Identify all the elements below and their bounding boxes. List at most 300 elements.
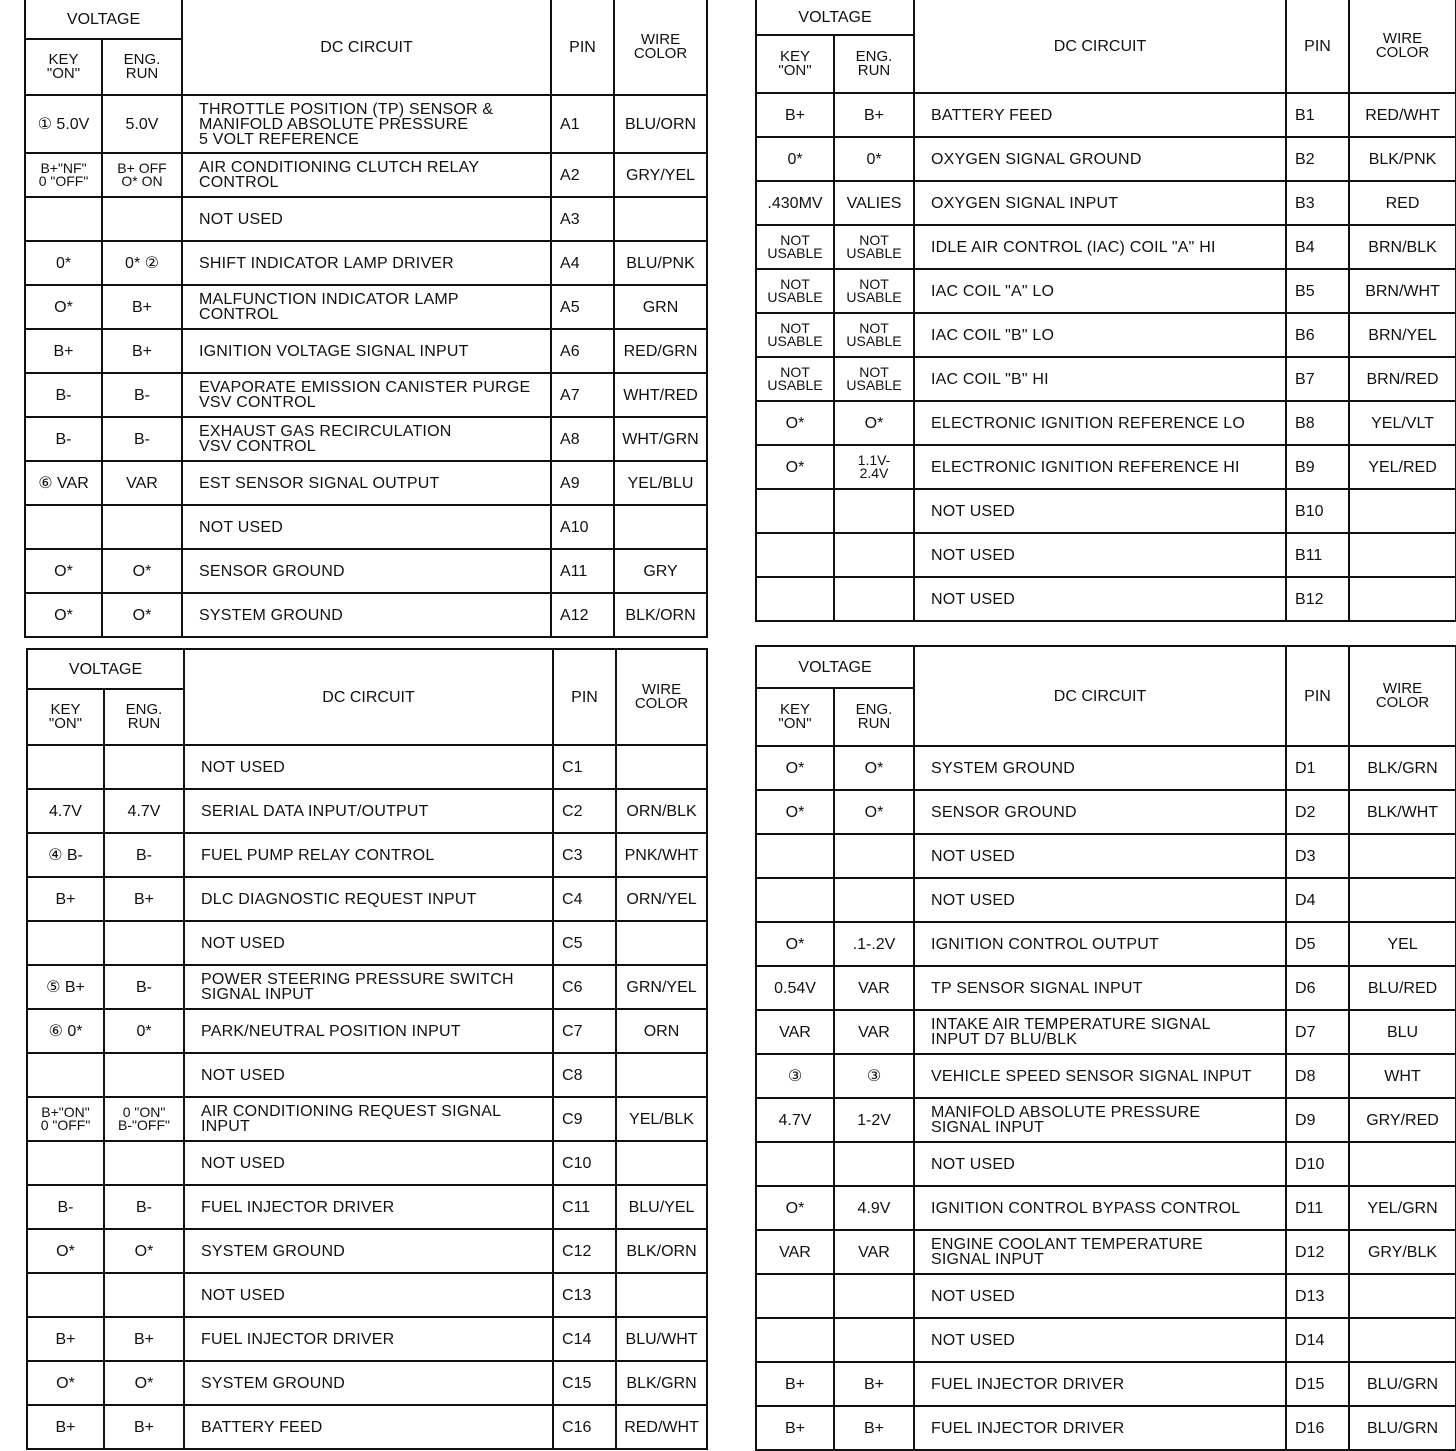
dc-circuit: IGNITION CONTROL BYPASS CONTROL xyxy=(914,1186,1286,1230)
key-on-voltage: NOT USABLE xyxy=(756,313,834,357)
dc-circuit: PARK/NEUTRAL POSITION INPUT xyxy=(184,1009,553,1053)
table-row xyxy=(25,329,707,373)
key-on-voltage: O* xyxy=(756,445,834,489)
table-row xyxy=(27,1185,707,1229)
table-row xyxy=(27,1229,707,1273)
pin-id: D6 xyxy=(1286,966,1349,1010)
key-on-voltage: O* xyxy=(27,1229,104,1273)
eng-run-voltage: 1.1V- 2.4V xyxy=(834,445,914,489)
key-on-voltage xyxy=(27,1273,104,1317)
table-row xyxy=(756,922,1456,966)
dc-circuit: NOT USED xyxy=(914,1318,1286,1362)
dc-circuit: SERIAL DATA INPUT/OUTPUT xyxy=(184,789,553,833)
voltage-header: VOLTAGE xyxy=(756,646,914,688)
key-on-voltage: VAR xyxy=(756,1010,834,1054)
key-on-header: KEY "ON" xyxy=(27,689,104,745)
dc-circuit: FUEL INJECTOR DRIVER xyxy=(184,1185,553,1229)
pin-id: D5 xyxy=(1286,922,1349,966)
table-row xyxy=(756,1010,1456,1054)
dc-circuit: MANIFOLD ABSOLUTE PRESSURE SIGNAL INPUT xyxy=(914,1098,1286,1142)
pinout-table-d xyxy=(755,645,1456,1451)
eng-run-voltage: O* xyxy=(834,401,914,445)
pin-id: A12 xyxy=(551,593,614,637)
wire-color xyxy=(1349,878,1456,922)
eng-run-voltage: B- xyxy=(104,833,184,877)
eng-run-voltage: B- xyxy=(102,373,182,417)
key-on-voltage: O* xyxy=(756,746,834,790)
eng-run-voltage: O* xyxy=(104,1361,184,1405)
table-row xyxy=(756,966,1456,1010)
key-on-voltage: ⑤ B+ xyxy=(27,965,104,1009)
pin-header: PIN xyxy=(551,0,614,95)
pin-id: D9 xyxy=(1286,1098,1349,1142)
dc-circuit: NOT USED xyxy=(914,1142,1286,1186)
wire-color xyxy=(1349,533,1456,577)
table-row xyxy=(756,269,1456,313)
dc-circuit: NOT USED xyxy=(184,1141,553,1185)
key-on-header: KEY "ON" xyxy=(756,688,834,746)
table-row xyxy=(756,878,1456,922)
dc-circuit: NOT USED xyxy=(914,834,1286,878)
dc-circuit: NOT USED xyxy=(914,533,1286,577)
eng-run-header: ENG. RUN xyxy=(102,39,182,95)
key-on-voltage: 4.7V xyxy=(756,1098,834,1142)
eng-run-voltage xyxy=(834,1142,914,1186)
dc-circuit: IAC COIL "B" HI xyxy=(914,357,1286,401)
key-on-voltage: O* xyxy=(756,790,834,834)
pin-id: C10 xyxy=(553,1141,616,1185)
key-on-voltage: NOT USABLE xyxy=(756,225,834,269)
pin-header: PIN xyxy=(1286,0,1349,93)
dc-circuit: NOT USED xyxy=(914,1274,1286,1318)
wire-color: BLU/ORN xyxy=(614,95,707,153)
wire-color xyxy=(1349,489,1456,533)
wire-color: BLK/WHT xyxy=(1349,790,1456,834)
pin-id: D10 xyxy=(1286,1142,1349,1186)
eng-run-voltage: B+ xyxy=(102,285,182,329)
pin-id: C2 xyxy=(553,789,616,833)
table-row xyxy=(25,417,707,461)
key-on-voltage xyxy=(756,1274,834,1318)
eng-run-voltage: B+ xyxy=(104,1405,184,1449)
dc-circuit-header: DC CIRCUIT xyxy=(182,0,551,95)
pin-id: A2 xyxy=(551,153,614,197)
dc-circuit: EXHAUST GAS RECIRCULATION VSV CONTROL xyxy=(182,417,551,461)
wire-color xyxy=(1349,1318,1456,1362)
dc-circuit: FUEL INJECTOR DRIVER xyxy=(914,1406,1286,1450)
dc-circuit: NOT USED xyxy=(914,489,1286,533)
key-on-voltage: O* xyxy=(756,1186,834,1230)
wire-color xyxy=(616,1273,707,1317)
dc-circuit: BATTERY FEED xyxy=(914,93,1286,137)
key-on-voltage xyxy=(756,577,834,621)
eng-run-voltage: B+ xyxy=(834,1362,914,1406)
table-row xyxy=(756,1274,1456,1318)
table-row xyxy=(27,833,707,877)
key-on-voltage: B+ xyxy=(27,877,104,921)
eng-run-voltage xyxy=(834,834,914,878)
table-row xyxy=(756,445,1456,489)
key-on-voltage: 0* xyxy=(25,241,102,285)
pin-id: D1 xyxy=(1286,746,1349,790)
table-row xyxy=(25,153,707,197)
pin-id: A9 xyxy=(551,461,614,505)
key-on-voltage: 0* xyxy=(756,137,834,181)
wire-color: WHT/RED xyxy=(614,373,707,417)
pin-id: B10 xyxy=(1286,489,1349,533)
dc-circuit: SENSOR GROUND xyxy=(182,549,551,593)
wire-color: BLK/ORN xyxy=(616,1229,707,1273)
pin-id: A3 xyxy=(551,197,614,241)
eng-run-voltage: B+ xyxy=(102,329,182,373)
key-on-voltage: ④ B- xyxy=(27,833,104,877)
pin-id: C11 xyxy=(553,1185,616,1229)
wire-color-header: WIRE COLOR xyxy=(614,0,707,95)
dc-circuit: FUEL INJECTOR DRIVER xyxy=(184,1317,553,1361)
key-on-voltage: B+ xyxy=(756,93,834,137)
wire-color: WHT xyxy=(1349,1054,1456,1098)
dc-circuit: NOT USED xyxy=(914,577,1286,621)
pin-id: B4 xyxy=(1286,225,1349,269)
table-row xyxy=(25,95,707,153)
wire-color: YEL/BLK xyxy=(616,1097,707,1141)
wire-color: RED/WHT xyxy=(616,1405,707,1449)
pin-id: B3 xyxy=(1286,181,1349,225)
wire-color: ORN/BLK xyxy=(616,789,707,833)
table-row xyxy=(756,1054,1456,1098)
eng-run-voltage: .1-.2V xyxy=(834,922,914,966)
table-row xyxy=(756,1318,1456,1362)
table-row xyxy=(27,921,707,965)
wire-color: BLU/WHT xyxy=(616,1317,707,1361)
pinout-table-c xyxy=(26,648,708,1450)
pin-id: B12 xyxy=(1286,577,1349,621)
wire-color: BLK/PNK xyxy=(1349,137,1456,181)
pin-id: D11 xyxy=(1286,1186,1349,1230)
eng-run-header: ENG. RUN xyxy=(104,689,184,745)
table-row xyxy=(27,1053,707,1097)
eng-run-voltage: 4.9V xyxy=(834,1186,914,1230)
key-on-voltage: B+ xyxy=(27,1317,104,1361)
wire-color: BLK/GRN xyxy=(1349,746,1456,790)
key-on-voltage: O* xyxy=(756,401,834,445)
table-row xyxy=(756,313,1456,357)
eng-run-voltage: B+ xyxy=(104,877,184,921)
pin-id: C9 xyxy=(553,1097,616,1141)
dc-circuit: SYSTEM GROUND xyxy=(184,1229,553,1273)
eng-run-voltage: O* xyxy=(102,593,182,637)
pinout-table-a xyxy=(24,0,708,638)
dc-circuit: OXYGEN SIGNAL INPUT xyxy=(914,181,1286,225)
pin-id: D15 xyxy=(1286,1362,1349,1406)
eng-run-voltage: VAR xyxy=(102,461,182,505)
dc-circuit: SYSTEM GROUND xyxy=(182,593,551,637)
dc-circuit: NOT USED xyxy=(914,878,1286,922)
table-row xyxy=(756,746,1456,790)
eng-run-voltage xyxy=(834,577,914,621)
dc-circuit: FUEL PUMP RELAY CONTROL xyxy=(184,833,553,877)
wire-color: ORN xyxy=(616,1009,707,1053)
wire-color: BRN/BLK xyxy=(1349,225,1456,269)
key-on-voltage xyxy=(25,197,102,241)
eng-run-voltage: VAR xyxy=(834,1010,914,1054)
table-row xyxy=(756,93,1456,137)
eng-run-voltage xyxy=(834,1274,914,1318)
pin-id: B9 xyxy=(1286,445,1349,489)
eng-run-voltage: NOT USABLE xyxy=(834,313,914,357)
eng-run-voltage xyxy=(104,921,184,965)
table-row xyxy=(756,834,1456,878)
wire-color: BLU/PNK xyxy=(614,241,707,285)
eng-run-voltage: B- xyxy=(104,965,184,1009)
key-on-voltage xyxy=(756,533,834,577)
table-row xyxy=(27,877,707,921)
eng-run-voltage: NOT USABLE xyxy=(834,225,914,269)
table-row xyxy=(756,790,1456,834)
key-on-voltage xyxy=(756,878,834,922)
eng-run-voltage xyxy=(834,533,914,577)
wire-color: GRY xyxy=(614,549,707,593)
eng-run-voltage: B+ xyxy=(834,1406,914,1450)
eng-run-voltage xyxy=(102,197,182,241)
pin-id: B11 xyxy=(1286,533,1349,577)
table-row xyxy=(756,1362,1456,1406)
eng-run-voltage xyxy=(834,489,914,533)
table-row xyxy=(25,593,707,637)
eng-run-voltage: 0* xyxy=(834,137,914,181)
eng-run-voltage: VAR xyxy=(834,966,914,1010)
wire-color xyxy=(614,197,707,241)
table-row xyxy=(27,1097,707,1141)
wire-color: BRN/WHT xyxy=(1349,269,1456,313)
key-on-voltage xyxy=(27,1053,104,1097)
table-row xyxy=(756,1186,1456,1230)
voltage-header: VOLTAGE xyxy=(25,0,182,39)
eng-run-voltage: VAR xyxy=(834,1230,914,1274)
header-row xyxy=(756,0,1456,35)
pin-id: D2 xyxy=(1286,790,1349,834)
table-row xyxy=(25,285,707,329)
pin-id: A7 xyxy=(551,373,614,417)
pin-id: A11 xyxy=(551,549,614,593)
wire-color: BLU xyxy=(1349,1010,1456,1054)
wire-color: BLK/GRN xyxy=(616,1361,707,1405)
key-on-voltage: ③ xyxy=(756,1054,834,1098)
wire-color: YEL xyxy=(1349,922,1456,966)
eng-run-voltage: VALIES xyxy=(834,181,914,225)
key-on-voltage: B+"NF" 0 "OFF" xyxy=(25,153,102,197)
key-on-voltage: ① 5.0V xyxy=(25,95,102,153)
wire-color: BLK/ORN xyxy=(614,593,707,637)
wire-color xyxy=(1349,1274,1456,1318)
pin-id: C6 xyxy=(553,965,616,1009)
wire-color xyxy=(1349,834,1456,878)
key-on-voltage xyxy=(25,505,102,549)
eng-run-voltage xyxy=(834,1318,914,1362)
table-row xyxy=(756,533,1456,577)
dc-circuit: MALFUNCTION INDICATOR LAMP CONTROL xyxy=(182,285,551,329)
header-row xyxy=(25,0,707,39)
key-on-voltage: NOT USABLE xyxy=(756,269,834,313)
table-row xyxy=(27,745,707,789)
table-row xyxy=(756,489,1456,533)
pin-id: C5 xyxy=(553,921,616,965)
table-row xyxy=(756,181,1456,225)
key-on-voltage: 4.7V xyxy=(27,789,104,833)
dc-circuit: NOT USED xyxy=(182,505,551,549)
pin-id: B8 xyxy=(1286,401,1349,445)
pin-id: D16 xyxy=(1286,1406,1349,1450)
wire-color-header: WIRE COLOR xyxy=(1349,646,1456,746)
dc-circuit: ELECTRONIC IGNITION REFERENCE HI xyxy=(914,445,1286,489)
wire-color: GRY/BLK xyxy=(1349,1230,1456,1274)
pin-id: A10 xyxy=(551,505,614,549)
eng-run-voltage: B+ OFF O* ON xyxy=(102,153,182,197)
table-row xyxy=(27,1317,707,1361)
eng-run-voltage: ③ xyxy=(834,1054,914,1098)
table-row xyxy=(27,1273,707,1317)
key-on-voltage: B- xyxy=(25,373,102,417)
pin-id: D8 xyxy=(1286,1054,1349,1098)
key-on-voltage xyxy=(756,489,834,533)
table-row xyxy=(27,965,707,1009)
pin-id: D12 xyxy=(1286,1230,1349,1274)
wire-color: BRN/YEL xyxy=(1349,313,1456,357)
key-on-voltage xyxy=(756,1142,834,1186)
dc-circuit: IAC COIL "A" LO xyxy=(914,269,1286,313)
eng-run-voltage xyxy=(104,1053,184,1097)
dc-circuit: ENGINE COOLANT TEMPERATURE SIGNAL INPUT xyxy=(914,1230,1286,1274)
key-on-header: KEY "ON" xyxy=(25,39,102,95)
key-on-voltage: B+ xyxy=(756,1406,834,1450)
pin-id: D4 xyxy=(1286,878,1349,922)
wire-color xyxy=(1349,577,1456,621)
wire-color: BLU/GRN xyxy=(1349,1406,1456,1450)
eng-run-voltage: O* xyxy=(104,1229,184,1273)
dc-circuit: SENSOR GROUND xyxy=(914,790,1286,834)
pin-id: B5 xyxy=(1286,269,1349,313)
wire-color-header: WIRE COLOR xyxy=(1349,0,1456,93)
dc-circuit: NOT USED xyxy=(184,921,553,965)
table-row xyxy=(25,505,707,549)
key-on-voltage xyxy=(27,921,104,965)
eng-run-header: ENG. RUN xyxy=(834,688,914,746)
dc-circuit: IGNITION CONTROL OUTPUT xyxy=(914,922,1286,966)
eng-run-voltage: 0* ② xyxy=(102,241,182,285)
pin-id: C8 xyxy=(553,1053,616,1097)
dc-circuit: AIR CONDITIONING REQUEST SIGNAL INPUT xyxy=(184,1097,553,1141)
dc-circuit: VEHICLE SPEED SENSOR SIGNAL INPUT xyxy=(914,1054,1286,1098)
dc-circuit: TP SENSOR SIGNAL INPUT xyxy=(914,966,1286,1010)
eng-run-voltage: O* xyxy=(834,746,914,790)
pin-id: A6 xyxy=(551,329,614,373)
table-row xyxy=(27,1405,707,1449)
pin-header: PIN xyxy=(553,649,616,745)
table-row xyxy=(25,241,707,285)
pin-id: C4 xyxy=(553,877,616,921)
dc-circuit-header: DC CIRCUIT xyxy=(914,646,1286,746)
dc-circuit: NOT USED xyxy=(182,197,551,241)
pin-id: C1 xyxy=(553,745,616,789)
wire-color: BLU/YEL xyxy=(616,1185,707,1229)
dc-circuit: IGNITION VOLTAGE SIGNAL INPUT xyxy=(182,329,551,373)
wire-color xyxy=(616,1053,707,1097)
table-row xyxy=(25,197,707,241)
pin-id: B6 xyxy=(1286,313,1349,357)
wire-color: GRN xyxy=(614,285,707,329)
key-on-header: KEY "ON" xyxy=(756,35,834,93)
pin-id: A4 xyxy=(551,241,614,285)
eng-run-voltage: NOT USABLE xyxy=(834,269,914,313)
pin-id: A1 xyxy=(551,95,614,153)
table-row xyxy=(25,373,707,417)
wire-color: YEL/GRN xyxy=(1349,1186,1456,1230)
pin-id: D7 xyxy=(1286,1010,1349,1054)
dc-circuit: THROTTLE POSITION (TP) SENSOR & MANIFOLD ABSOLUTE PRESSURE 5 VOLT REFERENCE xyxy=(182,95,551,153)
key-on-voltage: ⑥ VAR xyxy=(25,461,102,505)
dc-circuit: NOT USED xyxy=(184,745,553,789)
wire-color: BLU/GRN xyxy=(1349,1362,1456,1406)
key-on-voltage: B+ xyxy=(27,1405,104,1449)
eng-run-voltage: B+ xyxy=(104,1317,184,1361)
dc-circuit: DLC DIAGNOSTIC REQUEST INPUT xyxy=(184,877,553,921)
table-row xyxy=(756,1406,1456,1450)
key-on-voltage: B+ xyxy=(756,1362,834,1406)
key-on-voltage: O* xyxy=(756,922,834,966)
wire-color: GRY/YEL xyxy=(614,153,707,197)
wire-color: YEL/VLT xyxy=(1349,401,1456,445)
eng-run-voltage xyxy=(102,505,182,549)
pin-id: C3 xyxy=(553,833,616,877)
wire-color xyxy=(616,921,707,965)
wire-color xyxy=(1349,1142,1456,1186)
wire-color: PNK/WHT xyxy=(616,833,707,877)
table-row xyxy=(756,1142,1456,1186)
table-row xyxy=(27,789,707,833)
eng-run-voltage: 0 "ON" B-"OFF" xyxy=(104,1097,184,1141)
wire-color: GRN/YEL xyxy=(616,965,707,1009)
key-on-voltage xyxy=(756,834,834,878)
table-row xyxy=(756,1230,1456,1274)
key-on-voltage: B+"ON" 0 "OFF" xyxy=(27,1097,104,1141)
header-row xyxy=(27,649,707,689)
table-row xyxy=(25,549,707,593)
pin-id: B1 xyxy=(1286,93,1349,137)
eng-run-voltage: 1-2V xyxy=(834,1098,914,1142)
pin-id: D3 xyxy=(1286,834,1349,878)
table-row xyxy=(756,1098,1456,1142)
dc-circuit: POWER STEERING PRESSURE SWITCH SIGNAL INPUT xyxy=(184,965,553,1009)
pin-id: D14 xyxy=(1286,1318,1349,1362)
eng-run-voltage: 0* xyxy=(104,1009,184,1053)
key-on-voltage xyxy=(756,1318,834,1362)
dc-circuit: EVAPORATE EMISSION CANISTER PURGE VSV CONTROL xyxy=(182,373,551,417)
dc-circuit-header: DC CIRCUIT xyxy=(184,649,553,745)
wire-color: YEL/BLU xyxy=(614,461,707,505)
dc-circuit: SYSTEM GROUND xyxy=(184,1361,553,1405)
pin-header: PIN xyxy=(1286,646,1349,746)
key-on-voltage: B- xyxy=(27,1185,104,1229)
dc-circuit: IAC COIL "B" LO xyxy=(914,313,1286,357)
wire-color: WHT/GRN xyxy=(614,417,707,461)
dc-circuit: AIR CONDITIONING CLUTCH RELAY CONTROL xyxy=(182,153,551,197)
pinout-table-b xyxy=(755,0,1456,622)
key-on-voltage: ⑥ 0* xyxy=(27,1009,104,1053)
key-on-voltage: NOT USABLE xyxy=(756,357,834,401)
key-on-voltage xyxy=(27,745,104,789)
pin-id: B7 xyxy=(1286,357,1349,401)
pin-id: C12 xyxy=(553,1229,616,1273)
